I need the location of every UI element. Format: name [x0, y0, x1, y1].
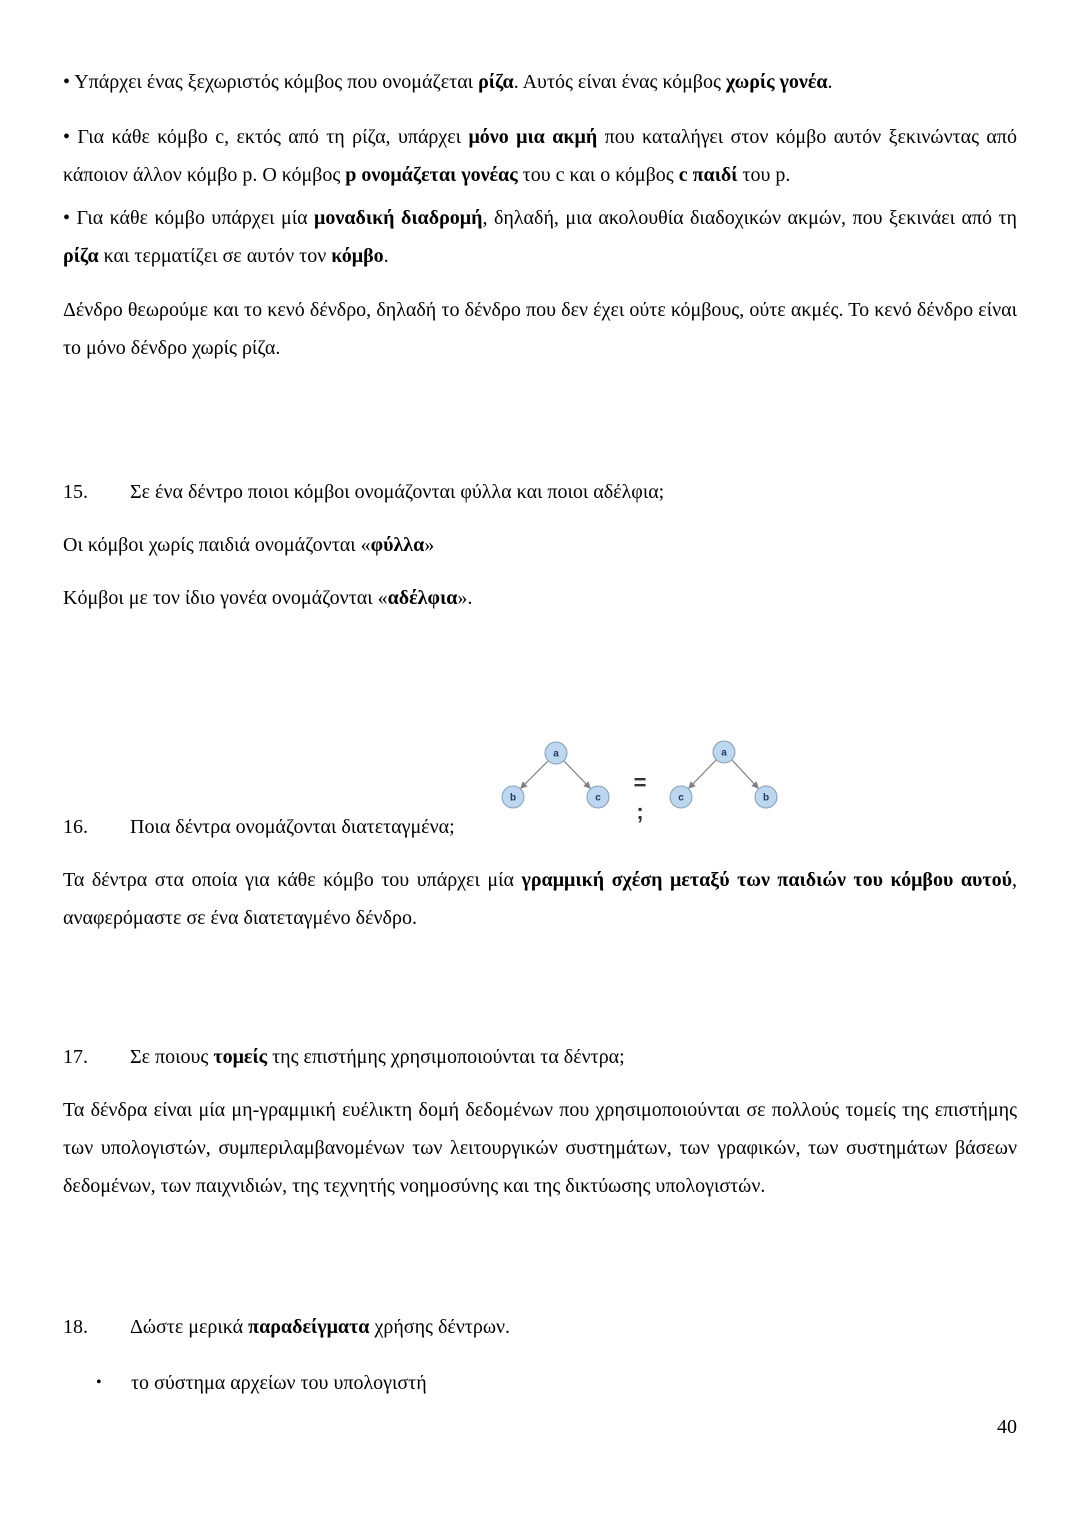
- node-right-child-right-label: b: [762, 792, 770, 804]
- node-left-root-label: a: [553, 748, 559, 760]
- greek-question-mark: ;: [636, 799, 644, 824]
- question-15-text: [130, 481, 664, 503]
- text-run: Τα δέντρα στα οποία για κάθε κόμβο του υπάρχει μία: [63, 869, 522, 891]
- bold-text-run: ρίζα: [63, 245, 99, 267]
- equals-symbol: =: [633, 770, 647, 795]
- question-16-number: 16.: [63, 816, 88, 838]
- question-16: [63, 808, 1017, 846]
- bold-text-run: παραδείγματα: [248, 1316, 370, 1338]
- bullet-paragraph-path: [63, 199, 1017, 275]
- text-run: της επιστήμης χρησιμοποιούνται τα δέντρα;: [267, 1046, 625, 1068]
- text-run: Τα δένδρα είναι μία μη-γραμμική ευέλικτη δομή δεδομένων που χρησιμοποιούνται σε πολλούς τομείς της επιστήμης των υπολογιστών, συμπεριλαμβανομένων των λειτουργικών συστημάτων, των γραφικών, των συστημάτων βάσεων δεδομένων, των παιχνιδιών, της τεχνητής νοημοσύνης και της δικτύωσης υπολογιστών.: [63, 1099, 1017, 1197]
- text-run: Κόμβοι με τον ίδιο γονέα ονομάζονται «: [63, 587, 388, 609]
- page-number: 40: [997, 1416, 1017, 1438]
- text-run: Οι κόμβοι χωρίς παιδιά ονομάζονται «: [63, 534, 371, 556]
- text-run: και τερματίζει σε αυτόν τον: [98, 245, 332, 267]
- text-run: Σε ένα δέντρο ποιοι κόμβοι ονομάζονται φύλλα και ποιοι αδέλφια;: [130, 481, 665, 503]
- edge-right-a-b: [732, 760, 758, 788]
- bold-text-run: γραμμική σχέση μεταξύ των παιδιών του κόμβου αυτού: [521, 869, 1012, 891]
- node-right-root-label: a: [721, 747, 727, 759]
- answer-18-list-item: [63, 1364, 1017, 1402]
- question-18-text: [130, 1316, 510, 1338]
- text-run: .: [827, 71, 833, 93]
- bullet-paragraph-root: [63, 63, 1017, 101]
- question-18-number: 18.: [63, 1316, 88, 1338]
- edge-left-a-c: [564, 761, 590, 788]
- bold-text-run: p ονομάζεται γονέας: [345, 164, 518, 186]
- text-run: του p.: [737, 164, 791, 186]
- text-run: »: [424, 534, 435, 556]
- bold-text-run: αδέλφια: [387, 587, 458, 609]
- text-run: • Υπάρχει ένας ξεχωριστός κόμβος που ονομάζεται: [63, 71, 479, 93]
- bold-text-run: χωρίς γονέα: [725, 71, 828, 93]
- text-run: Δένδρο θεωρούμε και το κενό δένδρο, δηλαδή το δένδρο που δεν έχει ούτε κόμβους, ούτε ακμές. Το κενό δένδρο είναι το μόνο δένδρο χωρίς ρίζα.: [63, 299, 1017, 359]
- bullet-paragraph-edge: [63, 118, 1017, 194]
- bold-text-run: φύλλα: [370, 534, 425, 556]
- node-right-child-left-label: c: [678, 792, 684, 804]
- question-15-number: 15.: [63, 481, 88, 503]
- text-run: Ποια δέντρα ονομάζονται διατεταγμένα;: [130, 816, 455, 838]
- bold-text-run: τομείς: [213, 1046, 268, 1068]
- question-17-text: [130, 1046, 625, 1068]
- answer-17: [63, 1091, 1017, 1205]
- list-bullet-marker: •: [96, 1374, 102, 1391]
- bold-text-run: c παιδί: [678, 164, 738, 186]
- text-run: • Για κάθε κόμβο c, εκτός από τη ρίζα, υπάρχει: [63, 126, 469, 148]
- node-left-child-left-label: b: [509, 792, 517, 804]
- edge-left-a-b: [521, 761, 548, 788]
- text-run: Δώστε μερικά: [130, 1316, 249, 1338]
- node-left-child-right-label: c: [595, 792, 601, 804]
- text-run: Σε ποιους: [130, 1046, 214, 1068]
- text-run: του c και ο κόμβος: [517, 164, 679, 186]
- question-15: [63, 473, 1017, 511]
- paragraph-empty-tree: [63, 291, 1017, 367]
- text-run: που καταλήγει στον κόμβο αυτόν ξεκινώντας από κάποιον άλλον κόμβο p. Ο κόμβος: [63, 126, 1018, 186]
- answer-18-item-text: [131, 1364, 1017, 1402]
- edge-right-a-c: [689, 760, 716, 788]
- text-run: , αναφερόμαστε σε ένα διατεταγμένο δένδρο.: [63, 869, 1017, 929]
- answer-16: [63, 861, 1017, 937]
- bold-text-run: κόμβο: [331, 245, 384, 267]
- answer-15-siblings: [63, 579, 1017, 617]
- bold-text-run: μόνο μια ακμή: [468, 126, 598, 148]
- bold-text-run: μοναδική διαδρομή: [314, 207, 483, 229]
- text-run: . Αυτός είναι ένας κόμβος: [513, 71, 726, 93]
- bold-text-run: ρίζα: [478, 71, 514, 93]
- text-run: χρήσης δέντρων.: [369, 1316, 511, 1338]
- question-17: [63, 1038, 1017, 1076]
- text-run: το σύστημα αρχείων του υπολογιστή: [131, 1372, 427, 1394]
- question-17-number: 17.: [63, 1046, 88, 1068]
- answer-15-leaves: [63, 526, 1017, 564]
- text-run: ».: [457, 587, 473, 609]
- question-16-text: [130, 816, 455, 838]
- question-18: [63, 1308, 1017, 1346]
- text-run: • Για κάθε κόμβο υπάρχει μία: [63, 207, 315, 229]
- text-run: .: [383, 245, 389, 267]
- text-run: , δηλαδή, μια ακολουθία διαδοχικών ακμών, που ξεκινάει από τη: [482, 207, 1017, 229]
